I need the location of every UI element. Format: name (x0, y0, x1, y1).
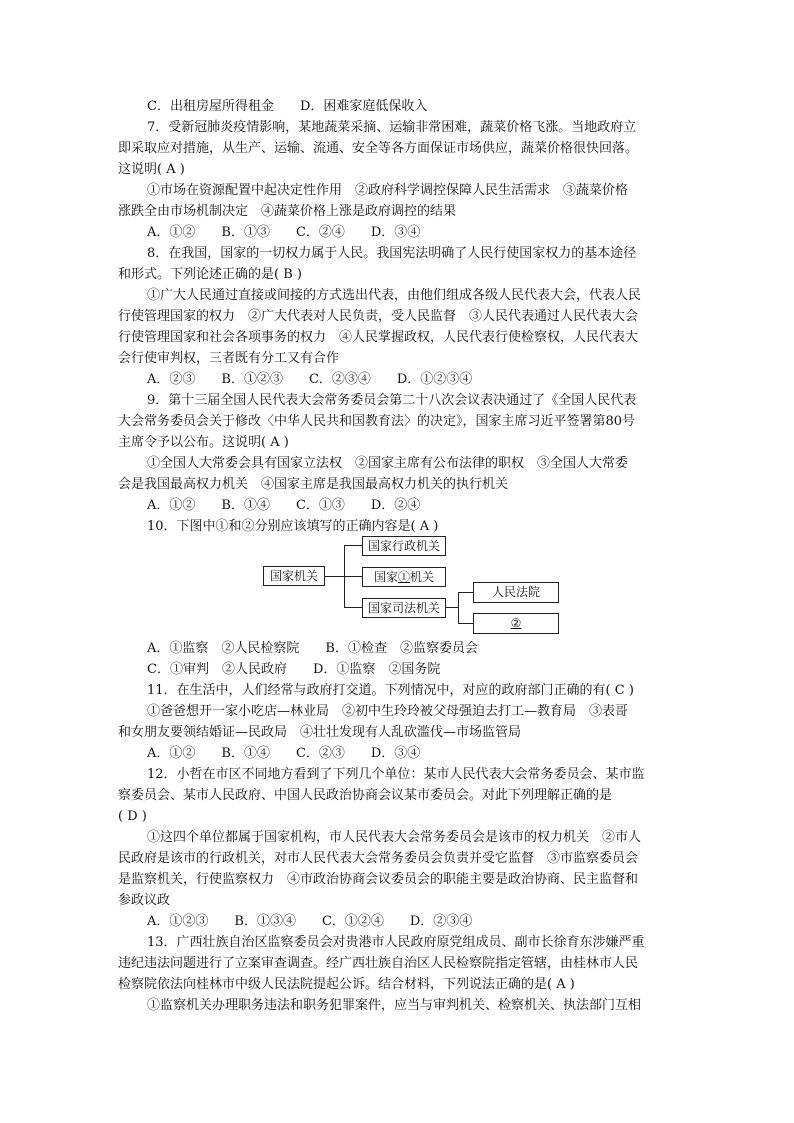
text-line: 察委员会、某市人民政府、中国人民政治协商会议某市委员会。对此下列理解正确的是 (118, 788, 613, 803)
diagram-connector (344, 576, 362, 577)
diagram-connector (458, 623, 473, 624)
answer-options: A．①② B．①④ C．②③ D．③④ (147, 746, 421, 761)
answer-options: A．①②③ B．①③④ C．①②④ D．②③④ (147, 914, 473, 929)
state-organs-diagram (263, 534, 563, 634)
text-line: ①市场在资源配置中起决定性作用 ②政府科学调控保障人民生活需求 ③蔬菜价格 (147, 183, 629, 198)
text-line: ①监察机关办理职务违法和职务犯罪案件，应当与审判机关、检察机关、执法部门互相 (147, 998, 642, 1013)
text-line: 和女朋友要领结婚证—民政局 ④壮壮发现有人乱砍滥伐—市场监管局 (118, 725, 522, 740)
diagram-leaf-court: 人民法院 (473, 582, 559, 603)
diagram-connector (344, 607, 362, 608)
diagram-leaf-blank (473, 613, 559, 634)
text-line: C．出租房屋所得租金 D．困难家庭低保收入 (147, 99, 428, 114)
diagram-root-box: 国家机关 (263, 566, 325, 586)
diagram-blank-2: ② (510, 616, 522, 630)
answer-options: A．①② B．①④ C．①③ D．②④ (147, 498, 421, 513)
text-line: ( D ) (118, 809, 147, 824)
question-11-stem: 11．在生活中，人们经常与政府打交道。下列情况中，对应的政府部门正确的有( C ) (147, 683, 634, 698)
question-9-stem: 9．第十三届全国人民代表大会常务委员会第二十八次会议表决通过了《全国人民代表 (147, 393, 637, 408)
answer-options: C．①审判 ②人民政府 D．①监察 ②国务院 (147, 662, 441, 677)
text-line: 会行使审判权，三者既有分工又有合作 (118, 351, 340, 366)
diagram-connector (458, 592, 459, 624)
diagram-connector (458, 592, 473, 593)
text-line: ①广大人民通过直接或间接的方式选出代表，由他们组成各级人民代表大会，代表人民 (147, 288, 642, 303)
text-line: 主席令予以公布。这说明( A ) (118, 435, 289, 450)
text-line: 参政议政 (118, 893, 171, 908)
diagram-connector (446, 607, 458, 608)
text-line: 会是我国最高权力机关 ④国家主席是我国最高权力机关的执行机关 (118, 477, 509, 492)
text-line: 即采取应对措施，从生产、运输、流通、安全等各方面保证市场供应，蔬菜价格很快回落。 (118, 141, 639, 156)
text-line: ①全国人大常委会具有国家立法权 ②国家主席有公布法律的职权 ③全国人大常委 (147, 456, 629, 471)
text-line: 和形式。下列论述正确的是( B ) (118, 267, 302, 282)
question-7-stem: 7．受新冠肺炎疫情影响，某地蔬菜采摘、运输非常困难，蔬菜价格飞涨。当地政府立 (147, 120, 637, 135)
text-line: 民政府是该市的行政机关，对市人民代表大会常务委员会负责并受它监督 ③市监察委员会 (118, 851, 639, 866)
diagram-text: 机关 (410, 570, 435, 584)
text-line: 检察院依法向桂林市中级人民法院提起公诉。结合材料，下列说法正确的是( A ) (118, 977, 575, 992)
answer-options: A．②③ B．①②③ C．②③④ D．①②③④ (147, 372, 473, 387)
text-line: ①这四个单位都属于国家机构，市人民代表大会常务委员会是该市的权力机关 ②市人 (147, 830, 642, 845)
diagram-branch-blank (362, 567, 446, 587)
text-line: 大会常务委员会关于修改〈中华人民共和国教育法〉的决定》，国家主席习近平签署第80号 (118, 414, 636, 429)
diagram-text: 国家 (373, 570, 398, 584)
text-line: 这说明( A ) (118, 162, 185, 177)
answer-options: A．①② B．①③ C．②④ D．③④ (147, 225, 421, 240)
question-10-stem: 10．下图中①和②分别应该填写的正确内容是( A ) (147, 519, 439, 534)
text-line: 是监察机关，行使监察权力 ④市政治协商会议委员会的职能主要是政治协商、民主监督和 (118, 872, 639, 887)
question-8-stem: 8．在我国，国家的一切权力属于人民。我国宪法明确了人民行使国家权力的基本途径 (147, 246, 637, 261)
text-line: 行使管理国家和社会各项事务的权力 ④人民掌握政权，人民代表行使检察权，人民代表大 (118, 330, 639, 345)
text-line: ①爸爸想开一家小吃店—林业局 ②初中生玲玲被父母强迫去打工—教育局 ③表哥 (147, 704, 629, 719)
text-line: 行使管理国家的权力 ②广大代表对人民负责，受人民监督 ③人民代表通过人民代表大会 (118, 309, 639, 324)
diagram-connector (325, 576, 344, 577)
question-13-stem: 13．广西壮族自治区监察委员会对贵港市人民政府原党组成员、副市长徐育东涉嫌严重 (147, 935, 645, 950)
diagram-branch-administrative: 国家行政机关 (362, 536, 446, 556)
answer-options: A．①监察 ②人民检察院 B．①检查 ②监察委员会 (147, 641, 478, 656)
text-line: 违纪违法问题进行了立案审查调查。经广西壮族自治区人民检察院指定管辖，由桂林市人民 (118, 956, 639, 971)
diagram-blank-1: ① (397, 570, 410, 584)
diagram-branch-judicial: 国家司法机关 (362, 598, 446, 618)
diagram-connector (344, 545, 362, 546)
text-line: 涨跌全由市场机制决定 ④蔬菜价格上涨是政府调控的结果 (118, 204, 457, 219)
question-12-stem: 12．小哲在市区不同地方看到了下列几个单位：某市人民代表大会常务委员会、某市监 (147, 767, 645, 782)
